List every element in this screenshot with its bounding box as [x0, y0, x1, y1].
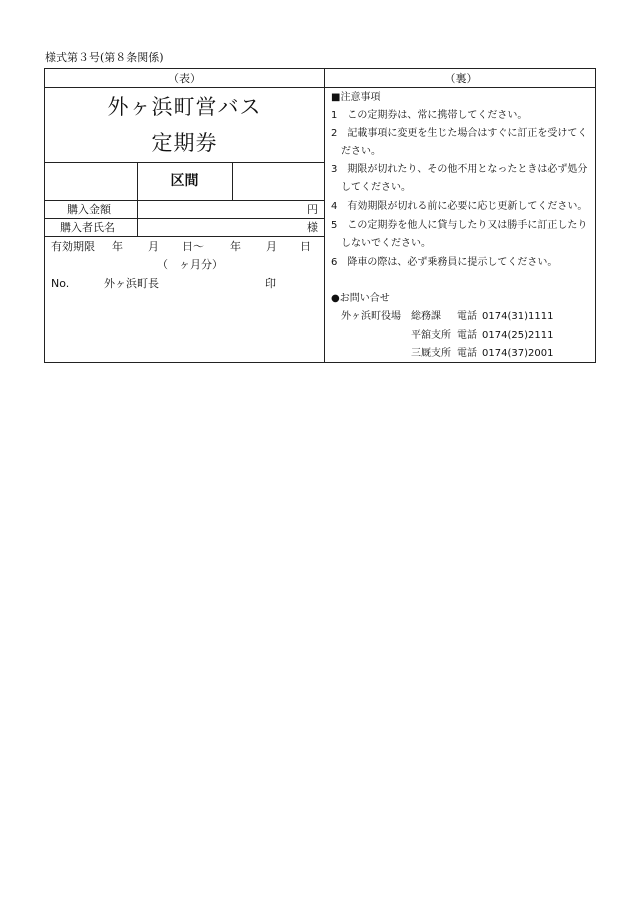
note-line: 4 有効期限が切れる前に必要に応じ更新してください。	[331, 201, 588, 212]
name-bottom-line	[45, 236, 324, 237]
section-right-line	[232, 162, 233, 200]
caption-divider	[45, 87, 595, 88]
contact-phone: 0174(25)2111	[482, 330, 554, 341]
note-line: しないでください。	[341, 238, 431, 249]
center-divider	[324, 69, 325, 362]
note-line: 6 降車の際は、必ず乗務員に提示してください。	[331, 257, 558, 268]
validity-year-2: 年	[230, 240, 241, 253]
contact-phone-label: 電話	[457, 348, 477, 359]
validity-label: 有効期限	[51, 240, 95, 253]
contact-dept: 平舘支所	[411, 330, 451, 341]
yen-unit: 円	[307, 203, 318, 216]
contact-office: 外ヶ浜町役場	[341, 311, 401, 322]
number-label: No.	[51, 277, 70, 290]
validity-day-from: 日～	[182, 240, 204, 253]
note-line: 2 記載事項に変更を生じた場合はすぐに訂正を受けてく	[331, 128, 588, 139]
note-line: してください。	[341, 182, 411, 193]
purchase-amount-label: 購入金額	[67, 203, 111, 216]
contact-phone: 0174(31)1111	[482, 311, 554, 322]
title-bottom-line	[45, 162, 324, 163]
months-count: （ ヶ月分）	[157, 258, 223, 271]
notes-heading: ■注意事項	[331, 92, 381, 103]
note-line: 5 この定期券を他人に貸与したり又は勝手に訂正したり	[331, 220, 588, 231]
front-caption: （表）	[168, 72, 201, 85]
section-bottom-line	[45, 200, 324, 201]
issuer: 外ヶ浜町長	[104, 277, 159, 290]
validity-day-2: 日	[300, 240, 311, 253]
note-line: ださい。	[341, 146, 381, 157]
contact-phone-label: 電話	[457, 330, 477, 341]
section-label: 区間	[170, 173, 199, 189]
amount-bottom-line	[45, 218, 324, 219]
validity-month-1: 月	[148, 240, 159, 253]
validity-month-2: 月	[266, 240, 277, 253]
contact-dept: 三厩支所	[411, 348, 451, 359]
sama-suffix: 様	[307, 221, 318, 234]
title-line-2: 定期券	[151, 131, 218, 155]
note-line: 3 期限が切れたり、その他不用となったときは必ず処分	[331, 164, 588, 175]
purchaser-name-label: 購入者氏名	[60, 221, 115, 234]
contact-phone: 0174(37)2001	[482, 348, 554, 359]
title-line-1: 外ヶ浜町営バス	[107, 95, 262, 119]
pass-form	[44, 68, 596, 363]
validity-year-1: 年	[112, 240, 123, 253]
note-line: 1 この定期券は、常に携帯してください。	[331, 110, 528, 121]
seal-mark: 印	[265, 277, 276, 290]
contact-heading: ●お問い合せ	[331, 293, 390, 304]
contact-phone-label: 電話	[457, 311, 477, 322]
contact-dept: 総務課	[411, 311, 441, 322]
back-caption: （裏）	[444, 72, 478, 85]
form-number: 様式第３号(第８条関係)	[45, 51, 164, 64]
